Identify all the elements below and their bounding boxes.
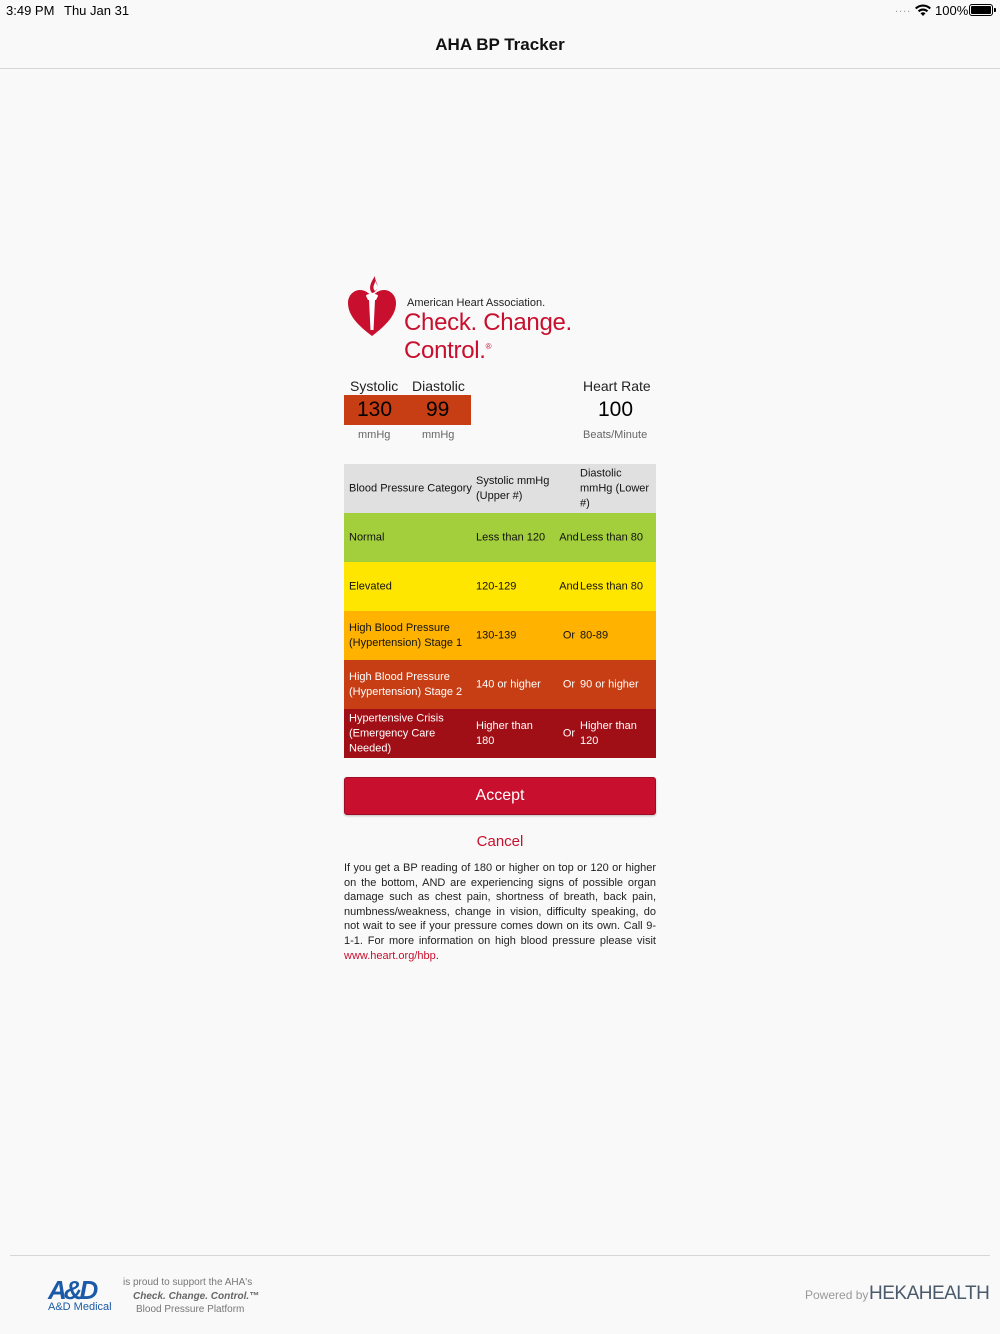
systolic-unit: mmHg: [358, 429, 391, 441]
systolic-label: Systolic: [350, 378, 399, 394]
footer-divider: [10, 1255, 990, 1256]
powered-by-label: Powered by: [805, 1288, 869, 1302]
bp-readings: [344, 376, 656, 446]
header-systolic: Systolic mmHg (Upper #): [476, 474, 550, 502]
diastolic-value: 99: [426, 398, 450, 421]
heart-rate-unit: Beats/Minute: [583, 429, 648, 441]
status-bar: [0, 0, 1000, 22]
accept-button[interactable]: Accept: [344, 777, 656, 815]
aha-name: American Heart Association.: [407, 297, 546, 309]
aha-heart-torch-icon: [345, 272, 399, 340]
heka-health-logo: HEKAHEALTH: [869, 1283, 990, 1304]
page-title: AHA BP Tracker: [435, 35, 565, 54]
row-systolic: Higher than 180: [476, 719, 533, 747]
systolic-value: 130: [357, 398, 393, 421]
row-joiner: Or: [562, 678, 576, 690]
and-medical-name: A&D Medical: [48, 1301, 112, 1313]
battery-percent: 100%: [935, 3, 969, 18]
heart-rate-label: Heart Rate: [583, 378, 651, 394]
cancel-button[interactable]: Cancel: [344, 833, 656, 850]
nav-bar: [0, 22, 1000, 69]
row-category: High Blood Pressure (Hypertension) Stage 2: [349, 670, 463, 698]
heart-org-link[interactable]: www.heart.org/hbp: [344, 949, 436, 962]
diastolic-label: Diastolic: [412, 378, 465, 394]
row-diastolic: Higher than 120: [580, 719, 637, 747]
and-medical-logo: [48, 1275, 124, 1313]
row-systolic: 130-139: [476, 629, 517, 641]
table-row: [344, 660, 656, 709]
bp-category-table: [344, 464, 656, 758]
row-joiner: And: [559, 531, 579, 543]
row-joiner: Or: [562, 727, 576, 739]
row-diastolic: Less than 80: [580, 531, 643, 543]
cellular-signal-icon: ....: [895, 3, 912, 15]
row-systolic: 140 or higher: [476, 678, 541, 690]
status-date: Thu Jan 31: [64, 3, 130, 18]
row-category: High Blood Pressure (Hypertension) Stage 1: [349, 621, 463, 649]
row-joiner: Or: [562, 629, 576, 641]
table-row: [344, 611, 656, 660]
table-row: [344, 709, 656, 758]
row-systolic: 120-129: [476, 580, 517, 592]
diastolic-unit: mmHg: [422, 429, 455, 441]
status-time: 3:49 PM: [6, 3, 55, 18]
disclaimer-text: If you get a BP reading of 180 or higher on top or 120 or higher on the bottom, AND are experiencing signs of possible organ damage such as chest pain, shortness of breath, back pain, numbness/weakness, change in vision, difficulty speaking, do not wait to see if your pressure comes down on its own. Call 9-1-1. For more information on high blood pressure please visit www.heart.org/hbp.: [344, 862, 656, 962]
row-diastolic: 80-89: [580, 629, 609, 641]
row-category: Normal: [349, 531, 385, 543]
support-text: is proud to support the AHA's Check. Change. Control.™ Blood Pressure Platform: [123, 1277, 260, 1315]
row-diastolic: Less than 80: [580, 580, 643, 592]
table-row: [344, 562, 656, 611]
battery-icon: [969, 4, 993, 16]
aha-tagline: Check. Change. Control.®: [404, 309, 572, 364]
aha-logo: [345, 272, 665, 364]
and-mark: A&D: [48, 1275, 96, 1305]
wifi-icon: [914, 3, 932, 17]
table-header-row: [344, 464, 656, 513]
row-diastolic: 90 or higher: [580, 678, 639, 690]
row-category: Hypertensive Crisis (Emergency Care Needed): [349, 712, 444, 754]
table-row: [344, 513, 656, 562]
row-category: Elevated: [349, 580, 392, 592]
heart-rate-value: 100: [598, 398, 634, 421]
row-joiner: And: [559, 580, 579, 592]
header-diastolic: Diastolic mmHg (Lower #): [580, 467, 650, 509]
header-category: Blood Pressure Category: [349, 482, 472, 494]
row-systolic: Less than 120: [476, 531, 546, 543]
